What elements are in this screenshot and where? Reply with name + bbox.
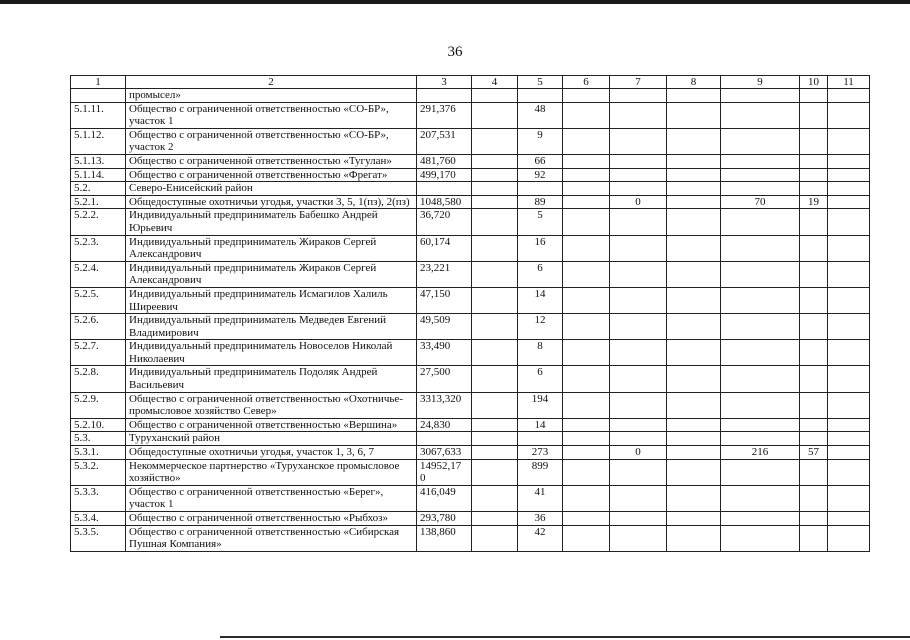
table-cell <box>610 182 667 196</box>
table-cell <box>610 432 667 446</box>
table-cell <box>610 418 667 432</box>
table-cell <box>563 89 610 103</box>
column-number-cell: 1 <box>71 76 126 89</box>
table-cell: Индивидуальный предприниматель Новоселов Николай Николаевич <box>126 340 417 366</box>
table-cell <box>610 485 667 511</box>
table-cell <box>472 182 518 196</box>
table-cell: 5.1.11. <box>71 102 126 128</box>
table-cell <box>472 261 518 287</box>
table-cell <box>800 340 828 366</box>
table-cell <box>721 261 800 287</box>
table-cell <box>828 459 870 485</box>
table-cell <box>667 446 721 460</box>
table-cell <box>417 182 472 196</box>
table-cell <box>667 418 721 432</box>
table-cell <box>667 89 721 103</box>
table-cell: 27,500 <box>417 366 472 392</box>
column-number-cell: 5 <box>518 76 563 89</box>
column-number-cell: 8 <box>667 76 721 89</box>
table-cell <box>828 287 870 313</box>
table-cell: 14 <box>518 418 563 432</box>
table-cell: Индивидуальный предприниматель Подоляк Андрей Васильевич <box>126 366 417 392</box>
table-cell <box>828 89 870 103</box>
table-cell <box>800 432 828 446</box>
table-cell <box>472 446 518 460</box>
table-cell <box>800 418 828 432</box>
table-cell: 481,760 <box>417 154 472 168</box>
table-row <box>71 512 870 526</box>
table-cell <box>472 459 518 485</box>
table-cell: 5.1.13. <box>71 154 126 168</box>
table-cell: Общедоступные охотничьи угодья, участки 3, 5, 1(пз), 2(пз) <box>126 195 417 209</box>
table-cell <box>800 209 828 235</box>
table-cell <box>472 525 518 551</box>
table-cell <box>563 235 610 261</box>
table-cell: 273 <box>518 446 563 460</box>
table-cell <box>800 102 828 128</box>
table-cell <box>800 485 828 511</box>
table-cell <box>667 128 721 154</box>
table-cell <box>721 485 800 511</box>
table-cell <box>800 168 828 182</box>
table-cell <box>563 195 610 209</box>
table-row <box>71 525 870 551</box>
table-cell <box>472 485 518 511</box>
table-cell: Общество с ограниченной ответственностью «Охотничье-промысловое хозяйство Север» <box>126 392 417 418</box>
table-cell <box>563 432 610 446</box>
table-cell: 5.2.7. <box>71 340 126 366</box>
table-cell <box>610 512 667 526</box>
table-cell <box>563 446 610 460</box>
table-row <box>71 89 870 103</box>
table-cell: 293,780 <box>417 512 472 526</box>
table-cell: Общество с ограниченной ответственностью «Рыбхоз» <box>126 512 417 526</box>
table-cell <box>667 154 721 168</box>
table-cell: 16 <box>518 235 563 261</box>
table-cell <box>721 89 800 103</box>
table-cell <box>721 235 800 261</box>
table-cell <box>800 459 828 485</box>
table-cell <box>721 340 800 366</box>
table-cell: 57 <box>800 446 828 460</box>
table-cell <box>472 392 518 418</box>
table-cell <box>610 209 667 235</box>
table-cell <box>667 235 721 261</box>
page-number: 36 <box>447 44 463 60</box>
table-cell <box>828 209 870 235</box>
table-cell: 24,830 <box>417 418 472 432</box>
table-cell: 5.2.2. <box>71 209 126 235</box>
table-cell <box>667 340 721 366</box>
table-cell <box>800 392 828 418</box>
table-row <box>71 168 870 182</box>
table-cell: 36 <box>518 512 563 526</box>
table-cell <box>667 168 721 182</box>
table-cell <box>828 128 870 154</box>
table-cell <box>563 261 610 287</box>
table-cell <box>610 525 667 551</box>
table-cell <box>721 182 800 196</box>
table-cell <box>563 287 610 313</box>
table-cell <box>721 128 800 154</box>
table-cell: 70 <box>721 195 800 209</box>
table-cell <box>721 418 800 432</box>
table-cell <box>518 182 563 196</box>
table-cell: 5.2. <box>71 182 126 196</box>
table-cell: 899 <box>518 459 563 485</box>
table-cell <box>610 392 667 418</box>
table-cell: Северо-Енисейский район <box>126 182 417 196</box>
table-row <box>71 287 870 313</box>
table-cell: 416,049 <box>417 485 472 511</box>
table-cell: 23,221 <box>417 261 472 287</box>
table-row <box>71 314 870 340</box>
table-cell <box>667 287 721 313</box>
table-cell <box>667 182 721 196</box>
table-cell <box>563 102 610 128</box>
column-number-cell: 9 <box>721 76 800 89</box>
table-cell <box>721 525 800 551</box>
table-cell: 207,531 <box>417 128 472 154</box>
table-cell <box>667 459 721 485</box>
table-row <box>71 392 870 418</box>
table-cell: 36,720 <box>417 209 472 235</box>
column-number-cell: 11 <box>828 76 870 89</box>
table-cell <box>721 314 800 340</box>
table-cell: Общество с ограниченной ответственностью «СО-БР», участок 1 <box>126 102 417 128</box>
table-cell: 5.3.2. <box>71 459 126 485</box>
bottom-scan-edge <box>220 636 910 638</box>
table-cell <box>563 512 610 526</box>
table-cell <box>667 525 721 551</box>
table-cell <box>472 314 518 340</box>
table-cell <box>563 314 610 340</box>
table-cell: 5.3.1. <box>71 446 126 460</box>
table-cell: Общество с ограниченной ответственностью «Фрегат» <box>126 168 417 182</box>
table-cell <box>610 261 667 287</box>
table-cell: Общество с ограниченной ответственностью «Вершина» <box>126 418 417 432</box>
table-cell <box>721 209 800 235</box>
table-cell <box>472 89 518 103</box>
table-row <box>71 209 870 235</box>
table-cell: 92 <box>518 168 563 182</box>
table-cell <box>667 102 721 128</box>
table-cell: 42 <box>518 525 563 551</box>
table-cell <box>800 261 828 287</box>
table-row <box>71 432 870 446</box>
table-cell: Индивидуальный предприниматель Жираков Сергей Александрович <box>126 261 417 287</box>
table-cell <box>610 89 667 103</box>
table-cell: 19 <box>800 195 828 209</box>
table-cell: 5.2.6. <box>71 314 126 340</box>
table-cell <box>667 261 721 287</box>
table-cell <box>472 512 518 526</box>
table-cell: 47,150 <box>417 287 472 313</box>
table-cell <box>828 525 870 551</box>
table-cell <box>667 314 721 340</box>
table-cell: 60,174 <box>417 235 472 261</box>
table-row <box>71 182 870 196</box>
table-cell: 66 <box>518 154 563 168</box>
column-number-row <box>71 76 870 89</box>
table-cell <box>610 128 667 154</box>
table-cell: 5.2.3. <box>71 235 126 261</box>
table-cell <box>563 154 610 168</box>
table-cell: 291,376 <box>417 102 472 128</box>
table-cell: 138,860 <box>417 525 472 551</box>
column-number-cell: 7 <box>610 76 667 89</box>
table-cell <box>563 209 610 235</box>
table-cell <box>472 195 518 209</box>
table-cell: 5.2.4. <box>71 261 126 287</box>
table-cell: 9 <box>518 128 563 154</box>
table-cell: 194 <box>518 392 563 418</box>
table-cell <box>71 89 126 103</box>
table-cell: Индивидуальный предприниматель Жираков Сергей Александрович <box>126 235 417 261</box>
hunting-grounds-table <box>70 75 870 552</box>
table-cell <box>828 366 870 392</box>
table-cell <box>563 366 610 392</box>
table-cell <box>667 512 721 526</box>
table-cell <box>828 261 870 287</box>
table-cell <box>563 485 610 511</box>
table-cell <box>417 89 472 103</box>
table-cell <box>610 235 667 261</box>
table-cell: 5.2.1. <box>71 195 126 209</box>
table-cell <box>472 102 518 128</box>
table-cell: 499,170 <box>417 168 472 182</box>
table-cell <box>800 366 828 392</box>
table-cell <box>828 195 870 209</box>
table-cell <box>828 182 870 196</box>
table-cell <box>563 128 610 154</box>
table-cell <box>563 459 610 485</box>
table-cell <box>472 168 518 182</box>
table-cell <box>828 446 870 460</box>
table-cell <box>800 235 828 261</box>
column-number-cell: 3 <box>417 76 472 89</box>
table-cell <box>800 512 828 526</box>
table-row <box>71 366 870 392</box>
table-cell: 5.3.5. <box>71 525 126 551</box>
table-cell: 14952,17 0 <box>417 459 472 485</box>
top-border-rule <box>0 0 910 4</box>
table-cell: 12 <box>518 314 563 340</box>
table-cell <box>828 512 870 526</box>
table-row <box>71 446 870 460</box>
table-cell: 5.2.8. <box>71 366 126 392</box>
table-cell <box>472 418 518 432</box>
table-cell <box>563 418 610 432</box>
table-cell: 6 <box>518 261 563 287</box>
table-cell: 3313,320 <box>417 392 472 418</box>
table-cell <box>667 485 721 511</box>
table-cell <box>721 512 800 526</box>
table-row <box>71 418 870 432</box>
table-cell <box>667 209 721 235</box>
table-cell <box>610 154 667 168</box>
table-cell <box>563 168 610 182</box>
table-cell: Общество с ограниченной ответственностью «СО-БР», участок 2 <box>126 128 417 154</box>
table-cell: Общедоступные охотничьи угодья, участок 1, 3, 6, 7 <box>126 446 417 460</box>
table-cell <box>563 340 610 366</box>
table-cell <box>563 525 610 551</box>
table-cell: промысел» <box>126 89 417 103</box>
table-row <box>71 128 870 154</box>
table-cell: 5.2.5. <box>71 287 126 313</box>
table-cell: 5.3.4. <box>71 512 126 526</box>
table-cell: 5.2.10. <box>71 418 126 432</box>
table-row <box>71 154 870 168</box>
table-cell <box>800 287 828 313</box>
table-cell <box>472 128 518 154</box>
table-cell <box>563 392 610 418</box>
table-cell <box>472 154 518 168</box>
table-cell <box>721 102 800 128</box>
table-cell <box>800 314 828 340</box>
table-cell <box>610 168 667 182</box>
table-row <box>71 459 870 485</box>
table-cell <box>472 287 518 313</box>
table-cell: 33,490 <box>417 340 472 366</box>
column-number-cell: 2 <box>126 76 417 89</box>
table-cell: Общество с ограниченной ответственностью «Тугулан» <box>126 154 417 168</box>
table-cell: 1048,580 <box>417 195 472 209</box>
table-cell <box>563 182 610 196</box>
table-cell <box>518 432 563 446</box>
column-number-cell: 10 <box>800 76 828 89</box>
table-cell <box>828 392 870 418</box>
table-cell <box>472 235 518 261</box>
table-cell <box>828 340 870 366</box>
table-cell <box>800 154 828 168</box>
table-cell <box>610 287 667 313</box>
table-cell: 89 <box>518 195 563 209</box>
table-cell: 49,509 <box>417 314 472 340</box>
table-cell <box>828 102 870 128</box>
table-cell <box>721 459 800 485</box>
table-cell: 3067,633 <box>417 446 472 460</box>
table-cell: 48 <box>518 102 563 128</box>
table-cell: 41 <box>518 485 563 511</box>
table-cell <box>472 366 518 392</box>
table-row <box>71 485 870 511</box>
column-number-cell: 6 <box>563 76 610 89</box>
table-cell <box>800 525 828 551</box>
table-cell <box>828 314 870 340</box>
table-cell <box>828 418 870 432</box>
table-cell: 0 <box>610 195 667 209</box>
table-cell <box>828 154 870 168</box>
table-cell: Индивидуальный предприниматель Бабешко Андрей Юрьевич <box>126 209 417 235</box>
table-row <box>71 261 870 287</box>
table-cell <box>472 209 518 235</box>
table-cell <box>610 459 667 485</box>
table-cell: Общество с ограниченной ответственностью «Сибирская Пушная Компания» <box>126 525 417 551</box>
table-row <box>71 195 870 209</box>
table-cell <box>667 392 721 418</box>
table-cell <box>721 366 800 392</box>
table-cell <box>610 366 667 392</box>
table-cell <box>828 432 870 446</box>
table-row <box>71 102 870 128</box>
table-cell <box>610 314 667 340</box>
table-cell: 0 <box>610 446 667 460</box>
table-cell: 5.3. <box>71 432 126 446</box>
table-cell <box>518 89 563 103</box>
table-cell <box>721 168 800 182</box>
table-cell: 5.1.14. <box>71 168 126 182</box>
table-cell <box>721 154 800 168</box>
table-cell: 5 <box>518 209 563 235</box>
column-number-cell: 4 <box>472 76 518 89</box>
table-cell: Индивидуальный предприниматель Медведев Евгений Владимирович <box>126 314 417 340</box>
table-cell <box>721 432 800 446</box>
table-cell <box>667 366 721 392</box>
table-cell <box>800 128 828 154</box>
table-cell: Индивидуальный предприниматель Исмагилов Халиль Ширеевич <box>126 287 417 313</box>
table-cell: 6 <box>518 366 563 392</box>
table-cell <box>828 485 870 511</box>
table-cell <box>667 432 721 446</box>
table-cell <box>417 432 472 446</box>
table-cell <box>610 340 667 366</box>
table-cell <box>828 168 870 182</box>
table-cell: 5.2.9. <box>71 392 126 418</box>
table-cell: Туруханский район <box>126 432 417 446</box>
table-cell: 5.3.3. <box>71 485 126 511</box>
table-row <box>71 340 870 366</box>
table-cell: Общество с ограниченной ответственностью «Берег», участок 1 <box>126 485 417 511</box>
table-cell: Некоммерческое партнерство «Туруханское промысловое хозяйство» <box>126 459 417 485</box>
table-cell <box>472 432 518 446</box>
table-cell <box>472 340 518 366</box>
table-cell <box>721 287 800 313</box>
table-cell <box>667 195 721 209</box>
table-cell: 8 <box>518 340 563 366</box>
table-cell <box>800 182 828 196</box>
table-row <box>71 235 870 261</box>
table-cell <box>800 89 828 103</box>
table-cell <box>721 392 800 418</box>
table-cell <box>610 102 667 128</box>
table-cell: 216 <box>721 446 800 460</box>
table-cell: 14 <box>518 287 563 313</box>
table-cell: 5.1.12. <box>71 128 126 154</box>
table-cell <box>828 235 870 261</box>
